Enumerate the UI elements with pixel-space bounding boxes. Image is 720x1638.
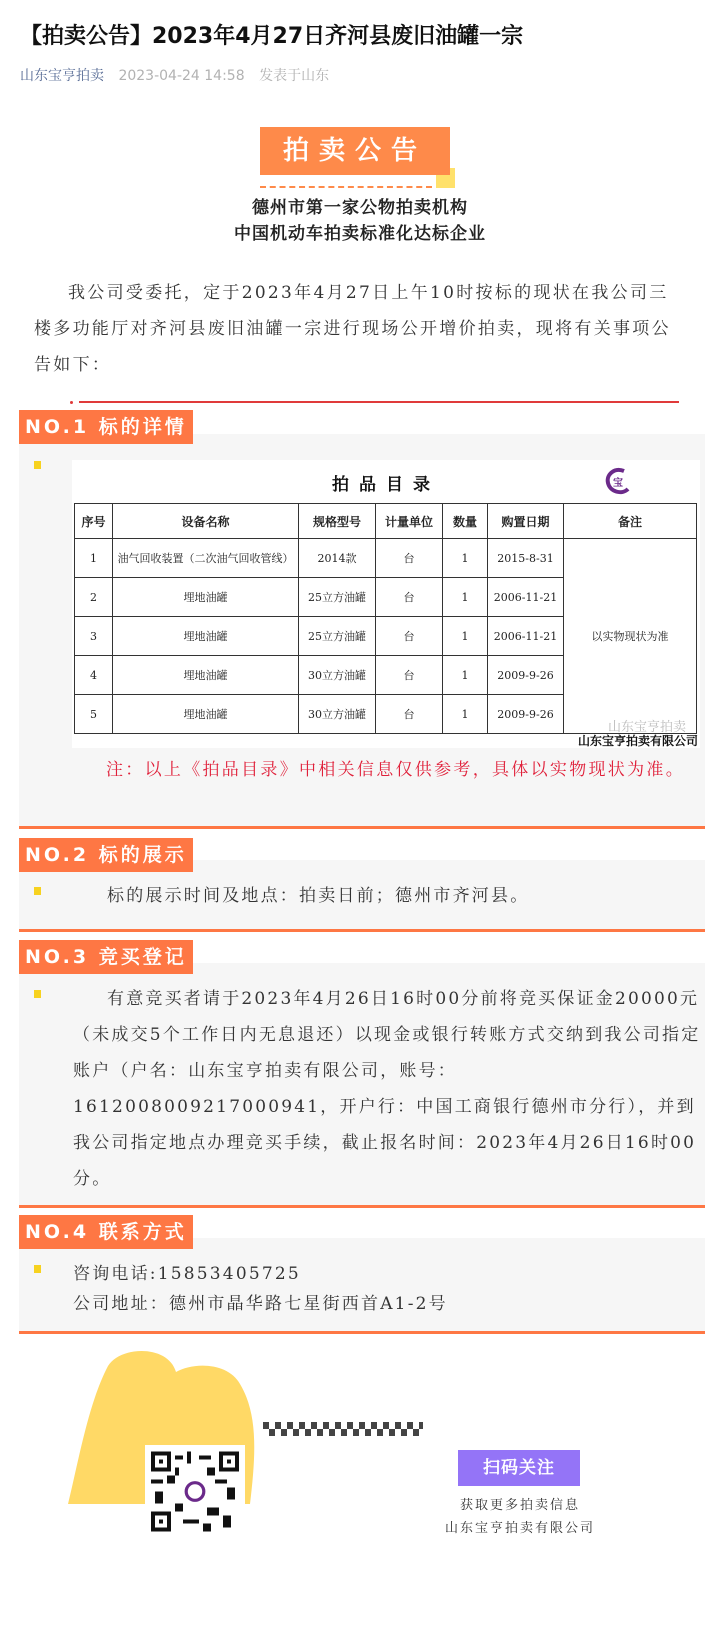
cell-index: 1: [75, 539, 113, 578]
svg-text:宝: 宝: [613, 478, 623, 489]
col-header: 计量单位: [376, 504, 443, 539]
catalog-image: [72, 460, 700, 748]
cell-date: 2009-9-26: [488, 656, 564, 695]
cell-date: 2015-8-31: [488, 539, 564, 578]
cell-unit: 台: [376, 617, 443, 656]
section-header-display: NO.2 标的展示: [19, 838, 193, 872]
cell-name: 埋地油罐: [113, 617, 299, 656]
org-tagline-2: 中国机动车拍卖标准化达标企业: [234, 224, 486, 244]
cell-index: 2: [75, 578, 113, 617]
qr-code[interactable]: [145, 1445, 245, 1538]
section-header-registration: NO.3 竞买登记: [19, 940, 193, 974]
col-header: 备注: [564, 504, 697, 539]
article-title: 【拍卖公告】2023年4月27日齐河县废旧油罐一宗: [20, 24, 524, 49]
cell-name: 埋地油罐: [113, 656, 299, 695]
display-text: 标的展示时间及地点：拍卖日前；德州市齐河县。: [107, 886, 530, 906]
account-link[interactable]: 山东宝亨拍卖: [20, 68, 104, 84]
notice-banner: 拍卖公告: [260, 127, 450, 175]
section-panel-contact: [19, 1238, 705, 1334]
publish-location: 发表于山东: [259, 68, 330, 84]
red-divider: [79, 401, 679, 403]
cell-qty: 1: [443, 539, 488, 578]
cell-name: 埋地油罐: [113, 578, 299, 617]
bullet-marker: [34, 1265, 41, 1273]
col-header: 设备名称: [113, 504, 299, 539]
cell-qty: 1: [443, 617, 488, 656]
article-meta: [20, 66, 329, 86]
cell-unit: 台: [376, 656, 443, 695]
cell-name: 油气回收装置（二次油气回收管线）: [113, 539, 299, 578]
cell-index: 5: [75, 695, 113, 734]
col-header: 规格型号: [299, 504, 376, 539]
footer-company: 山东宝亨拍卖有限公司: [444, 1521, 595, 1536]
publish-date: 2023-04-24 14:58: [118, 68, 245, 84]
catalog-table: [74, 503, 697, 734]
cell-date: 2006-11-21: [488, 617, 564, 656]
cell-spec: 25立方油罐: [299, 578, 376, 617]
section-header-details: NO.1 标的详情: [19, 410, 193, 444]
qr-code-icon: [151, 1451, 239, 1532]
cell-unit: 台: [376, 695, 443, 734]
contact-address: 公司地址：德州市晶华路七星街西首A1-2号: [73, 1294, 448, 1314]
cell-unit: 台: [376, 578, 443, 617]
company-logo-icon: [602, 465, 634, 497]
cell-date: 2006-11-21: [488, 578, 564, 617]
bullet-marker: [34, 990, 41, 998]
intro-paragraph: 我公司受委托，定于2023年4月27日上午10时按标的现状在我公司三楼多功能厅对齐河县废旧油罐一宗进行现场公开增价拍卖，现将有关事项公告如下：: [34, 283, 671, 375]
cell-remark: 以实物现状为准: [564, 539, 697, 734]
cell-qty: 1: [443, 656, 488, 695]
scan-follow-button[interactable]: 扫码关注: [458, 1450, 580, 1486]
section-panel-details: [19, 434, 705, 829]
bullet-marker: [34, 887, 41, 895]
section-panel-registration: [19, 963, 705, 1208]
cell-qty: 1: [443, 578, 488, 617]
contact-phone[interactable]: 咨询电话:15853405725: [73, 1264, 301, 1284]
footer-tagline: 获取更多拍卖信息: [459, 1498, 580, 1513]
cell-qty: 1: [443, 695, 488, 734]
catalog-note: 注：以上《拍品目录》中相关信息仅供参考，具体以实物现状为准。: [106, 760, 685, 780]
catalog-company: 山东宝亨拍卖有限公司: [577, 734, 698, 748]
col-header: 购置日期: [488, 504, 564, 539]
cell-spec: 25立方油罐: [299, 617, 376, 656]
cell-spec: 30立方油罐: [299, 656, 376, 695]
cell-spec: 30立方油罐: [299, 695, 376, 734]
divider-dot: [70, 401, 73, 404]
table-row: [75, 539, 697, 578]
catalog-title: 拍品目录: [332, 475, 440, 495]
checker-pattern: [263, 1422, 423, 1436]
cell-spec: 2014款: [299, 539, 376, 578]
cell-unit: 台: [376, 539, 443, 578]
cell-index: 3: [75, 617, 113, 656]
registration-text: 有意竞买者请于2023年4月26日16时00分前将竞买保证金20000元（未成交5个工作日内无息退还）以现金或银行转账方式交纳到我公司指定账户（户名：山东宝亨拍卖有限公司，账号：1612008009217000941，开户行：中国工商银行德州市分行），并到我公司指定地点办理竞买手续，截止报名时间：2023年4月26日16时00分。: [73, 989, 701, 1189]
col-header: 数量: [443, 504, 488, 539]
table-header-row: [75, 504, 697, 539]
col-header: 序号: [75, 504, 113, 539]
section-header-contact: NO.4 联系方式: [19, 1215, 193, 1249]
cell-date: 2009-9-26: [488, 695, 564, 734]
bullet-marker: [34, 461, 41, 469]
banner-dashed-underline: [260, 186, 432, 188]
org-tagline-1: 德州市第一家公物拍卖机构: [252, 198, 468, 218]
cell-name: 埋地油罐: [113, 695, 299, 734]
cell-index: 4: [75, 656, 113, 695]
watermark: 山东宝亨拍卖: [607, 720, 686, 735]
